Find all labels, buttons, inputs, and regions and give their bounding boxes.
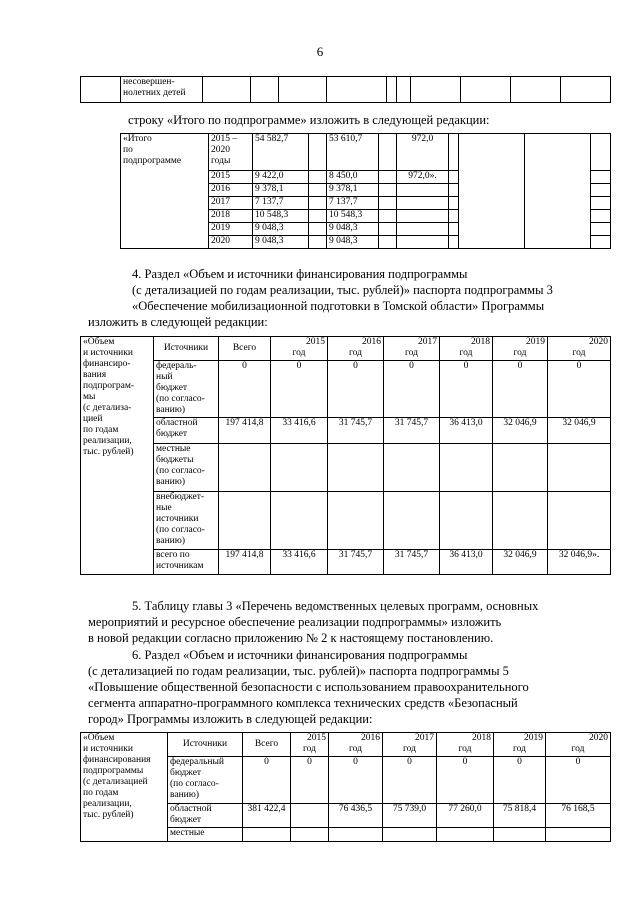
- itogo-row-regional: 10 548,3: [327, 210, 379, 223]
- table3-cell: 0: [271, 361, 328, 418]
- itogo-row-regional: 8 450,0: [327, 171, 379, 184]
- itogo-row-regional: 7 137,7: [327, 197, 379, 210]
- table5-cell: 75 739,0: [383, 804, 437, 828]
- table5-cell: [329, 828, 383, 842]
- table3-cell: 36 413,0: [440, 418, 493, 444]
- table5-cell: [546, 828, 611, 842]
- table3-cell: [493, 444, 548, 492]
- itogo-row-total: 9 048,3: [253, 236, 309, 249]
- itogo-row-other: [397, 184, 449, 197]
- itogo-year: 2017: [209, 197, 253, 210]
- table3-header-total: Всего: [219, 337, 271, 361]
- table3-cell: 31 745,7: [328, 550, 384, 575]
- itogo-row-total: 9 378,1: [253, 184, 309, 197]
- table3-row-total: [219, 444, 271, 492]
- table5-row-total: 0: [243, 757, 291, 804]
- para-4: 4. Раздел «Объем и источники финансирования подпрограммы (с детализацией по годам реализации, тыс. рублей)» паспорта подпрограммы 3 «Обеспечение мобилизационной подготовки в Томской области» Программы изложить в следующей редакции:: [88, 267, 553, 329]
- table3-header-year: 2019 год: [493, 337, 548, 361]
- itogo-year: 2016: [209, 184, 253, 197]
- itogo-row-total: 9 422,0: [253, 171, 309, 184]
- itogo-period: 2015 – 2020 годы: [209, 134, 253, 171]
- itogo-year: 2019: [209, 223, 253, 236]
- table5-row-total: 381 422,4: [243, 804, 291, 828]
- table3-header-year: 2018 год: [440, 337, 493, 361]
- table3-cell: 0: [440, 361, 493, 418]
- table5-header-total: Всего: [243, 733, 291, 757]
- itogo-row-other: [397, 236, 449, 249]
- itogo-year: 2020: [209, 236, 253, 249]
- table3-label: «Объем и источники финансиро- вания подпрограм- мы (с детализа- цией по годам реализации, тыс. рублей): [81, 337, 154, 575]
- table5-header-sources: Источники: [168, 733, 243, 757]
- table5-cell: 0: [437, 757, 494, 804]
- table3-source: областной бюджет: [154, 418, 219, 444]
- table5-header-year: 2015 год: [291, 733, 329, 757]
- itogo-row-regional: 9 378,1: [327, 184, 379, 197]
- table3-cell: 36 413,0: [440, 550, 493, 575]
- table5-cell: 77 260,0: [437, 804, 494, 828]
- table3-cell: [271, 492, 328, 550]
- itogo-year: 2015: [209, 171, 253, 184]
- itogo-row-regional: 9 048,3: [327, 223, 379, 236]
- table5-source: федеральный бюджет (по согласо- ванию): [168, 757, 243, 804]
- table5-cell: 76 436,5: [329, 804, 383, 828]
- table5-header-year: 2018 год: [437, 733, 494, 757]
- itogo-other: 972,0: [397, 134, 449, 171]
- table3-row-total: 0: [219, 361, 271, 418]
- itogo-row-total: 10 548,3: [253, 210, 309, 223]
- table3-cell: 33 416,6: [271, 550, 328, 575]
- table3-cell: 31 745,7: [384, 418, 440, 444]
- itogo-year: 2018: [209, 210, 253, 223]
- table5-cell: 0: [494, 757, 546, 804]
- table3-source: местные бюджеты (по согласо- ванию): [154, 444, 219, 492]
- table3-cell: 33 416,6: [271, 418, 328, 444]
- table5-cell: [291, 828, 329, 842]
- itogo-row-other: [397, 210, 449, 223]
- itogo-row-other: [397, 197, 449, 210]
- table3-cell: 32 046,9: [493, 550, 548, 575]
- table3-cell: 32 046,9: [493, 418, 548, 444]
- table5-cell: [494, 828, 546, 842]
- table5-header-year: 2019 год: [494, 733, 546, 757]
- table3-header-sources: Источники: [154, 337, 219, 361]
- itogo-intro: строку «Итого по подпрограмме» изложить в следующей редакции:: [128, 113, 490, 127]
- table3-row-total: [219, 492, 271, 550]
- table3: [80, 336, 611, 575]
- table5-label: «Объем и источники финансирования подпрограммы (с детализацией по годам реализации, тыс. рублей): [81, 733, 168, 842]
- table3-row-total: 197 414,8: [219, 550, 271, 575]
- table3-source: всего по источникам: [154, 550, 219, 575]
- table3-source: федераль- ный бюджет (по согласо- ванию): [154, 361, 219, 418]
- page-number: 6: [316, 44, 324, 59]
- top-table: [80, 76, 611, 103]
- table3-cell: [328, 444, 384, 492]
- table3-cell: [493, 492, 548, 550]
- table5-cell: [437, 828, 494, 842]
- table5-header-year: 2017 год: [383, 733, 437, 757]
- itogo-row-total: 7 137,7: [253, 197, 309, 210]
- table3-header-year: 2020 год: [548, 337, 611, 361]
- para-5: 5. Таблицу главы 3 «Перечень ведомственных целевых программ, основных мероприятий и ресурсное обеспечение реализации подпрограммы» изложить в новой редакции согласно приложению № 2 к настоящему постановлению.: [88, 599, 539, 645]
- table3-header-year: 2016 год: [328, 337, 384, 361]
- table5-cell: [383, 828, 437, 842]
- table5-cell: 0: [291, 757, 329, 804]
- table5-cell: 0: [383, 757, 437, 804]
- table3-cell: [271, 444, 328, 492]
- para-6: 6. Раздел «Объем и источники финансирования подпрограммы (с детализацией по годам реализации, тыс. рублей)» паспорта подпрограммы 5 «Повышение общественной безопасности с использованием правоохранительного сегмента аппаратно-программного комплекса технических средств «Безопасный город» Программы изложить в следующей редакции:: [88, 648, 529, 726]
- table5-header-year: 2016 год: [329, 733, 383, 757]
- table3-cell: 0: [493, 361, 548, 418]
- table5-header-year: 2020 год: [546, 733, 611, 757]
- itogo-row-other: [397, 223, 449, 236]
- itogo-total: 54 582,7: [253, 134, 309, 171]
- table5-source: областной бюджет: [168, 804, 243, 828]
- itogo-label: «Итого по подпрограмме: [121, 134, 209, 249]
- table3-cell: 0: [384, 361, 440, 418]
- itogo-row-regional: 9 048,3: [327, 236, 379, 249]
- table3-header-year: 2017 год: [384, 337, 440, 361]
- table5: [80, 732, 611, 842]
- table5-cell: [291, 804, 329, 828]
- table5-cell: 76 168,5: [546, 804, 611, 828]
- itogo-regional: 53 610,7: [327, 134, 379, 171]
- table3-cell: [384, 492, 440, 550]
- table3-header-year: 2015 год: [271, 337, 328, 361]
- table3-row-total: 197 414,8: [219, 418, 271, 444]
- table5-source: местные: [168, 828, 243, 842]
- table3-cell: [548, 444, 611, 492]
- itogo-row-total: 9 048,3: [253, 223, 309, 236]
- top-table-label: несовершен- нолетних детей: [121, 77, 203, 103]
- table3-cell: 31 745,7: [384, 550, 440, 575]
- table3-cell: 32 046,9».: [548, 550, 611, 575]
- table5-cell: 75 818,4: [494, 804, 546, 828]
- table3-cell: [440, 492, 493, 550]
- table5-cell: 0: [546, 757, 611, 804]
- table3-cell: [384, 444, 440, 492]
- table3-cell: [548, 492, 611, 550]
- table3-cell: 0: [548, 361, 611, 418]
- table3-cell: 32 046,9: [548, 418, 611, 444]
- itogo-table: [120, 133, 611, 249]
- table3-cell: [328, 492, 384, 550]
- table3-cell: 31 745,7: [328, 418, 384, 444]
- table5-row-total: [243, 828, 291, 842]
- itogo-row-other: 972,0».: [397, 171, 449, 184]
- table5-cell: 0: [329, 757, 383, 804]
- table3-source: внебюджет- ные источники (по согласо- ванию): [154, 492, 219, 550]
- table3-cell: [440, 444, 493, 492]
- table3-cell: 0: [328, 361, 384, 418]
